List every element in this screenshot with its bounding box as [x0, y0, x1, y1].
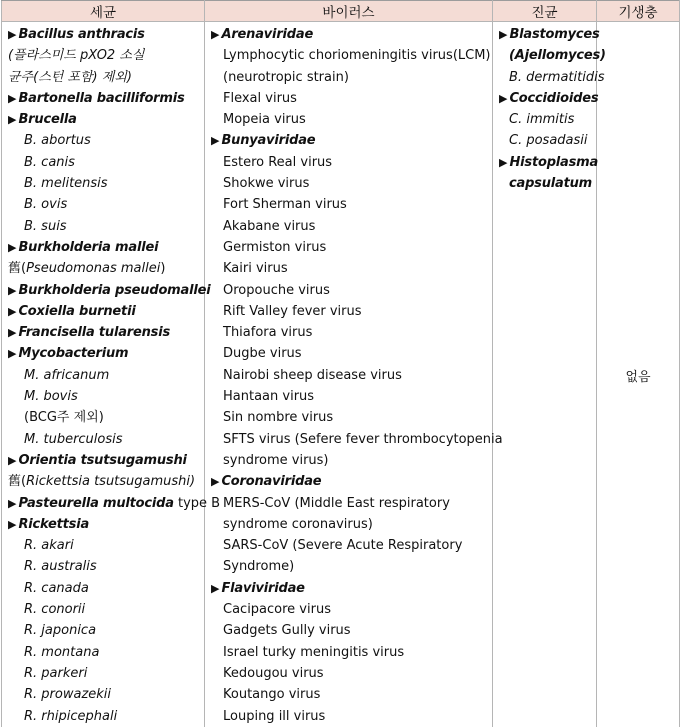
group-line	[2, 237, 204, 258]
group-line	[493, 152, 599, 173]
parasite-cell	[597, 22, 680, 727]
group-line	[493, 24, 600, 45]
virus-line: Thiafora virus	[223, 325, 313, 341]
parasite-none: 없음	[625, 369, 651, 385]
species-line	[2, 578, 204, 599]
header-fungi: 진균	[493, 1, 597, 22]
virus-line: Sin nombre virus	[223, 410, 334, 426]
triangle-bullet-icon: ▶	[8, 28, 17, 41]
species-name: M. bovis	[24, 389, 78, 405]
species-name: R. prowazekii	[24, 687, 112, 703]
triangle-bullet-icon: ▶	[8, 453, 17, 467]
species-line	[2, 556, 204, 577]
virus-line: MERS-CoV (Middle East respiratory	[223, 495, 450, 511]
group-line	[493, 88, 599, 109]
virus-line: Hantaan virus	[223, 389, 315, 405]
former-name-line	[2, 258, 204, 279]
species-name: R. japonica	[24, 623, 97, 639]
virus-line: SARS-CoV (Severe Acute Respiratory	[223, 538, 463, 554]
virus-line: Louping ill virus	[223, 708, 326, 724]
body-row	[2, 22, 680, 727]
group-line	[2, 301, 204, 322]
species-name: B. suis	[24, 218, 67, 234]
species-line	[2, 429, 204, 450]
triangle-bullet-icon: ▶	[8, 326, 17, 340]
species-line	[2, 152, 204, 173]
species-line	[2, 684, 204, 705]
virus-cell	[205, 22, 503, 727]
triangle-bullet-icon: ▶	[8, 113, 17, 127]
virus-line: Akabane virus	[223, 218, 316, 234]
species-line	[2, 365, 204, 386]
species-line	[2, 706, 204, 727]
former-name-line	[2, 471, 204, 492]
triangle-bullet-icon: ▶	[499, 155, 508, 169]
group-suffix: type B	[173, 495, 221, 511]
group-line	[2, 109, 204, 130]
species-name: R. rhipicephali	[24, 708, 118, 724]
former-suffix: )	[160, 261, 166, 277]
group-line-cont	[493, 173, 596, 194]
triangle-bullet-icon: ▶	[499, 28, 508, 41]
species-name: R. conorii	[24, 602, 86, 618]
group-name: Blastomyces	[509, 27, 600, 42]
virus-line: Flexal virus	[223, 90, 297, 106]
group-name: capsulatum	[509, 176, 593, 192]
group-name: Flaviviridae	[221, 580, 305, 596]
former-name: Rickettsia tsutsugamushi)	[26, 474, 196, 490]
species-name: R. australis	[24, 559, 97, 575]
species-line	[493, 130, 596, 151]
species-name: B. melitensis	[24, 176, 108, 192]
header-parasite: 기생충	[597, 1, 680, 22]
header-row	[2, 1, 680, 22]
species-name: C. immitis	[509, 112, 575, 128]
virus-line: Nairobi sheep disease virus	[223, 367, 402, 383]
virus-line: syndrome coronavirus)	[223, 516, 373, 532]
group-name: Bacillus anthracis	[18, 27, 145, 42]
species-line	[2, 663, 204, 684]
group-line	[205, 471, 492, 492]
group-name: Rickettsia	[18, 516, 90, 532]
group-name: Burkholderia pseudomallei	[18, 282, 211, 298]
virus-line: Dugbe virus	[223, 346, 302, 362]
virus-line: Oropouche virus	[223, 282, 330, 298]
group-name: Arenaviridae	[221, 27, 314, 42]
triangle-bullet-icon: ▶	[211, 28, 220, 41]
group-line	[2, 493, 221, 514]
triangle-bullet-icon: ▶	[8, 304, 17, 318]
former-name: Pseudomonas mallei	[26, 261, 161, 277]
triangle-bullet-icon: ▶	[211, 134, 220, 148]
group-line-cont	[493, 45, 606, 66]
virus-line: (neurotropic strain)	[223, 69, 349, 85]
species-name: B. ovis	[24, 197, 68, 213]
group-line	[2, 24, 204, 45]
group-name: Francisella tularensis	[18, 325, 170, 341]
group-name: Histoplasma	[509, 154, 599, 170]
species-name: R. parkeri	[24, 665, 88, 681]
former-prefix: 舊(	[8, 261, 27, 277]
note-text: 균주(스턴 포함) 제외)	[8, 69, 132, 85]
virus-line: Germiston virus	[223, 239, 327, 255]
fungi-cell	[493, 22, 606, 727]
triangle-bullet-icon: ▶	[8, 496, 17, 510]
species-line	[2, 535, 204, 556]
group-name: Brucella	[18, 112, 77, 128]
species-line	[2, 216, 204, 237]
group-line	[2, 322, 204, 343]
species-line	[2, 173, 204, 194]
group-name: Bartonella bacilliformis	[18, 90, 185, 106]
plain-line: (BCG주 제외)	[24, 410, 104, 426]
virus-line: SFTS virus (Sefere fever thrombocytopenia	[223, 431, 503, 447]
note-line	[2, 67, 204, 88]
species-line	[2, 642, 204, 663]
virus-line: Mopeia virus	[223, 112, 306, 128]
virus-line: Israel turky meningitis virus	[223, 644, 405, 660]
triangle-bullet-icon: ▶	[8, 517, 17, 531]
species-name: B. abortus	[24, 133, 91, 149]
group-name: Coronaviridae	[221, 474, 322, 490]
triangle-bullet-icon: ▶	[8, 91, 17, 105]
virus-line: Syndrome)	[223, 559, 295, 575]
note-text: (플라스미드 pXO2 소실	[8, 48, 145, 64]
virus-line: Estero Real virus	[223, 154, 333, 170]
triangle-bullet-icon: ▶	[8, 283, 17, 297]
triangle-bullet-icon: ▶	[211, 475, 220, 489]
species-name: C. posadasii	[509, 133, 588, 149]
virus-line: Fort Sherman virus	[223, 197, 347, 213]
group-name: Pasteurella multocida	[18, 495, 174, 511]
bacteria-cell	[2, 22, 221, 727]
triangle-bullet-icon: ▶	[8, 240, 17, 254]
group-line	[2, 450, 204, 471]
species-line	[2, 194, 204, 215]
pathogen-table	[1, 0, 680, 727]
note-line	[2, 45, 204, 66]
group-name: Mycobacterium	[18, 346, 129, 362]
group-name: Burkholderia mallei	[18, 239, 159, 255]
group-line	[205, 24, 492, 45]
species-line	[2, 386, 204, 407]
group-name: (Ajellomyces)	[509, 48, 606, 64]
header-bacteria: 세균	[2, 1, 205, 22]
species-name: R. montana	[24, 644, 100, 660]
virus-line: Gadgets Gully virus	[223, 623, 351, 639]
group-line	[2, 343, 204, 364]
virus-line: Lymphocytic choriomeningitis virus(LCM)	[223, 48, 491, 64]
header-virus: 바이러스	[205, 1, 493, 22]
triangle-bullet-icon: ▶	[499, 91, 508, 105]
species-name: B. canis	[24, 154, 75, 170]
species-line	[2, 599, 204, 620]
virus-line: syndrome virus)	[223, 452, 329, 468]
species-name: R. canada	[24, 580, 89, 596]
triangle-bullet-icon: ▶	[8, 347, 17, 361]
group-line	[2, 88, 204, 109]
species-line	[493, 109, 596, 130]
virus-line: Rift Valley fever virus	[223, 303, 362, 319]
species-line	[493, 67, 605, 88]
group-line	[2, 514, 204, 535]
virus-line: Shokwe virus	[223, 176, 310, 192]
triangle-bullet-icon: ▶	[211, 581, 220, 595]
virus-line: Koutango virus	[223, 687, 321, 703]
group-name: Orientia tsutsugamushi	[18, 452, 187, 468]
group-name: Coccidioides	[509, 90, 599, 106]
group-name: Bunyaviridae	[221, 133, 316, 149]
species-line	[2, 130, 204, 151]
group-name: Coxiella burnetii	[18, 303, 136, 319]
virus-line: Cacipacore virus	[223, 602, 331, 618]
species-name: R. akari	[24, 538, 74, 554]
species-line	[2, 620, 204, 641]
virus-line: Kairi virus	[223, 261, 288, 277]
species-name: M. tuberculosis	[24, 431, 123, 447]
species-name: M. africanum	[24, 367, 110, 383]
group-line	[205, 130, 492, 151]
group-line	[2, 280, 211, 301]
species-name: B. dermatitidis	[509, 69, 605, 85]
virus-line: Kedougou virus	[223, 665, 324, 681]
former-prefix: 舊(	[8, 474, 27, 490]
group-line	[205, 578, 492, 599]
